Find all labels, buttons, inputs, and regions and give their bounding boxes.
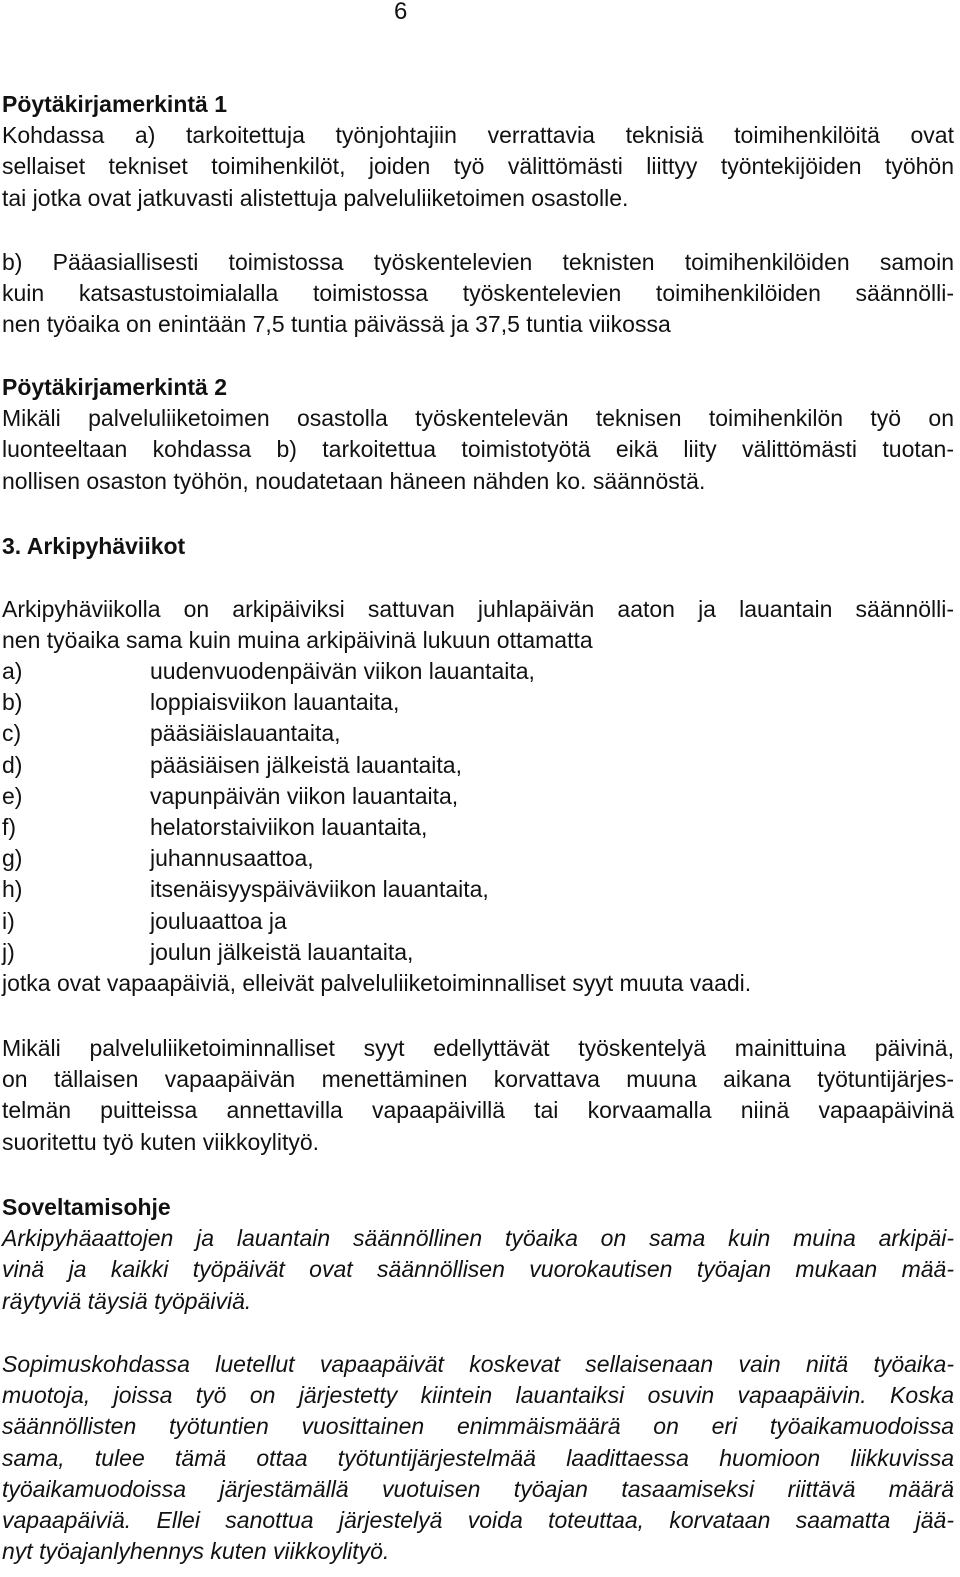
list-item-text: uudenvuodenpäivän viikon lauantaita,	[150, 658, 535, 684]
list-item-text: pääsiäisen jälkeistä lauantaita,	[150, 751, 462, 778]
list-item-letter: a)	[2, 658, 23, 684]
guide-para-2-line: nyt työajanlyhennys kuten viikkoylityö.	[2, 1538, 390, 1565]
list-item-text: jouluaattoa ja	[150, 907, 287, 934]
list-item	[2, 812, 954, 843]
guide-para-2-line: Sopimuskohdassa luetellut vapaapäivät koskevat sellaisenaan vain niitä työaika-	[2, 1351, 954, 1377]
section-3-intro-line: nen työaika sama kuin muina arkipäivinä lukuun ottamatta	[2, 627, 593, 654]
guide-para-2-line: vapaapäiviä. Ellei sanottua järjestelyä voida toteuttaa, korvataan saamatta jää-	[2, 1507, 954, 1534]
section-3-paragraph-line: suoritettu työ kuten viikkoylityö.	[2, 1128, 320, 1155]
guide-para-1-line: Arkipyhäaattojen ja lauantain säännöllinen työaika on sama kuin muina arkipäi-	[2, 1225, 954, 1252]
paragraph-b	[2, 247, 954, 341]
note-1-line: Kohdassa a) tarkoitettuja työnjohtajiin verrattavia teknisiä toimihenkilöitä ovat	[2, 122, 954, 149]
guide-para-1-line: räytyviä täysiä työpäiviä.	[2, 1287, 252, 1314]
section-3-intro	[2, 594, 954, 656]
list-item-letter: j)	[2, 938, 15, 965]
list-item-letter: f)	[2, 813, 17, 840]
list-item-letter: b)	[2, 689, 23, 716]
list-item-text: helatorstaiviikon lauantaita,	[150, 813, 428, 840]
list-item	[2, 718, 954, 749]
guide	[2, 1192, 954, 1317]
list-item-text: joulun jälkeistä lauantaita,	[150, 938, 414, 965]
note-2	[2, 372, 954, 497]
guide-heading: Soveltamisohje	[2, 1194, 171, 1220]
note-2-heading: Pöytäkirjamerkintä 2	[2, 374, 228, 400]
list-item-letter: h)	[2, 876, 23, 903]
note-1-line: tai jotka ovat jatkuvasti alistettuja palveluliiketoimen osastolle.	[2, 184, 629, 211]
guide-para-2-line: muotoja, joissa työ on järjestetty kiintein lauantaiksi osuvin vapaapäivin. Koska	[2, 1382, 954, 1409]
section-3-paragraph	[2, 1033, 954, 1158]
list-item-text: itsenäisyyspäiväviikon lauantaita,	[150, 876, 489, 903]
page-number: 6	[394, 0, 408, 25]
section-3-paragraph-line: Mikäli palveluliiketoiminnalliset syyt edellyttävät työskentelyä mainittuina päivinä,	[2, 1035, 954, 1061]
note-1	[2, 89, 954, 214]
list-item-letter: c)	[2, 720, 22, 747]
note-2-line: luonteeltaan kohdassa b) tarkoitettua toimistotyötä eikä liity välittömästi tuotan-	[2, 436, 954, 463]
list-item	[2, 874, 954, 905]
guide-paragraph-2	[2, 1349, 954, 1567]
list-item	[2, 656, 954, 687]
guide-para-2-line: sama, tulee tämä ottaa työtuntijärjestelmää laadittaessa huomioon liikkuvissa	[2, 1444, 954, 1471]
list-item	[2, 937, 954, 968]
note-2-line: nollisen osaston työhön, noudatetaan häneen nähden ko. säännöstä.	[2, 467, 706, 494]
list-item	[2, 906, 954, 937]
section-3-heading: 3. Arkipyhäviikot	[2, 533, 186, 559]
list-closing-line: jotka ovat vapaapäiviä, elleivät palveluliiketoiminnalliset syyt muuta vaadi.	[2, 969, 752, 996]
note-1-heading: Pöytäkirjamerkintä 1	[2, 91, 228, 117]
holiday-list	[2, 656, 954, 999]
list-item-letter: e)	[2, 782, 23, 809]
list-item-text: vapunpäivän viikon lauantaita,	[150, 782, 459, 809]
note-2-line: Mikäli palveluliiketoimen osastolla työskentelevän teknisen toimihenkilön työ on	[2, 405, 954, 432]
list-item-text: juhannusaattoa,	[150, 845, 314, 872]
paragraph-b-line: nen työaika on enintään 7,5 tuntia päivässä ja 37,5 tuntia viikossa	[2, 311, 671, 338]
list-item	[2, 781, 954, 812]
list-item-letter: g)	[2, 845, 23, 872]
section-3-paragraph-line: on tällaisen vapaapäivän menettäminen korvattava muuna aikana työtuntijärjes-	[2, 1066, 954, 1093]
paragraph-b-line: kuin katsastustoimialalla toimistossa työskentelevien toimihenkilöiden säännölli-	[2, 280, 954, 307]
paragraph-b-line: b) Pääasiallisesti toimistossa työskentelevien teknisten toimihenkilöiden samoin	[2, 249, 954, 275]
note-1-line: sellaiset tekniset toimihenkilöt, joiden työ välittömästi liittyy työntekijöiden työhön	[2, 153, 954, 180]
list-item	[2, 687, 954, 718]
section-3-intro-line: Arkipyhäviikolla on arkipäiviksi sattuvan juhlapäivän aaton ja lauantain säännölli-	[2, 596, 954, 622]
guide-para-1-line: vinä ja kaikki työpäivät ovat säännöllisen vuorokautisen työajan mukaan mää-	[2, 1256, 954, 1283]
section-3-paragraph-line: telmän puitteissa annettavilla vapaapäivillä tai korvaamalla niinä vapaapäivinä	[2, 1097, 954, 1124]
guide-para-2-line: säännöllisten työtuntien vuosittainen enimmäismäärä on eri työaikamuodoissa	[2, 1413, 954, 1440]
list-item	[2, 843, 954, 874]
list-item	[2, 750, 954, 781]
guide-para-2-line: työaikamuodoissa järjestämällä vuotuisen työajan tasaamiseksi riittävä määrä	[2, 1475, 954, 1502]
list-item-letter: d)	[2, 751, 23, 778]
list-item-letter: i)	[2, 907, 15, 934]
list-item-text: pääsiäislauantaita,	[150, 720, 341, 747]
list-item-text: loppiaisviikon lauantaita,	[150, 689, 400, 716]
